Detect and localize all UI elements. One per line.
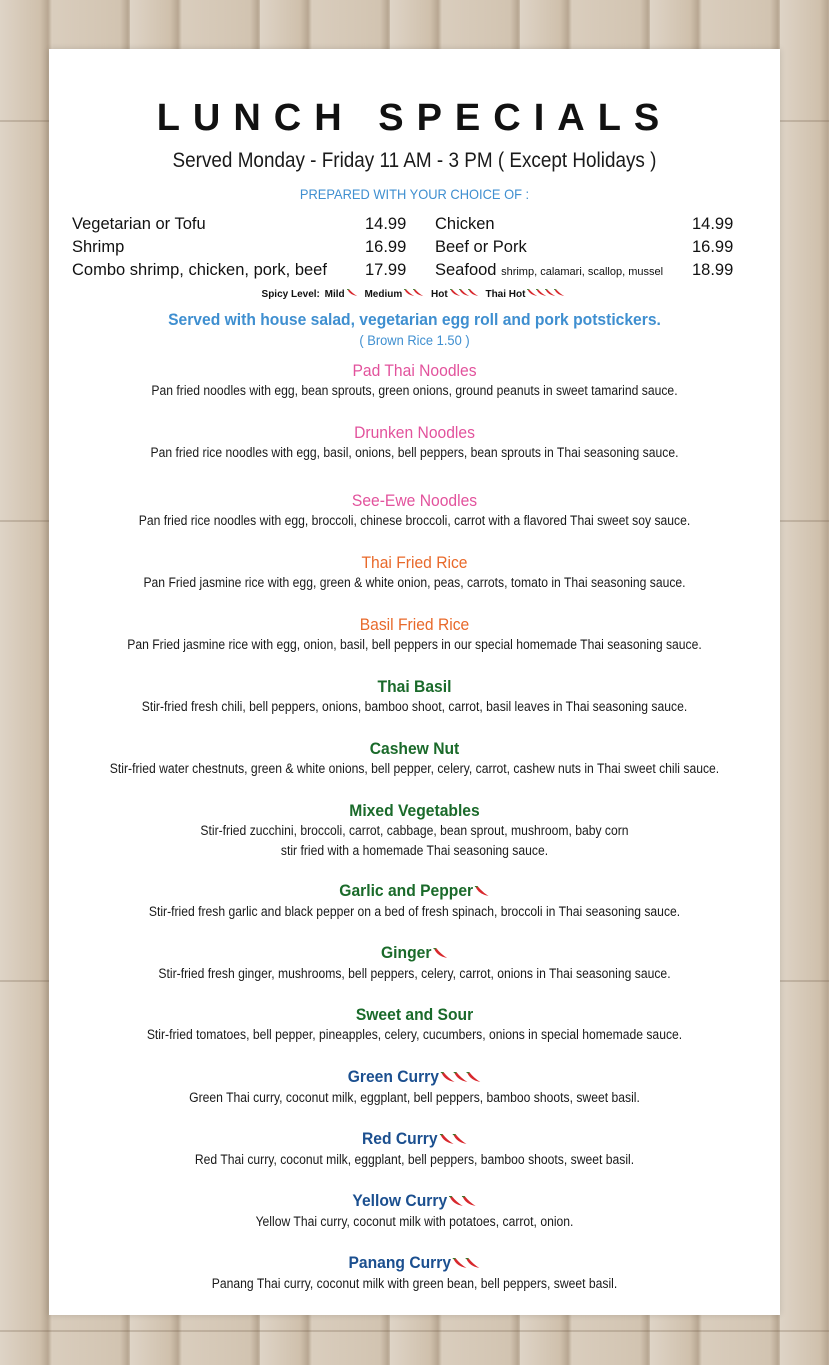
- protein-name-text: Chicken: [435, 215, 495, 233]
- menu-item-description: Pan fried rice noodles with egg, basil, onions, bell peppers, bean sprouts in Thai seasoning sauce.: [150, 445, 679, 460]
- protein-row: [49, 261, 780, 284]
- menu-item: [49, 361, 780, 401]
- chili-icon: [455, 1254, 481, 1274]
- menu-item-description: Stir-fried zucchini, broccoli, carrot, cabbage, bean sprout, mushroom, baby corn: [200, 823, 629, 838]
- menu-item: [49, 615, 780, 655]
- served-hours: Served Monday - Friday 11 AM - 3 PM ( Except Holidays ): [172, 149, 657, 172]
- menu-item-name-text: Yellow Curry: [352, 1191, 448, 1210]
- menu-item-name: [78, 615, 751, 635]
- menu-item-name-text: See-Ewe Noodles: [351, 491, 478, 510]
- menu-item-name: [78, 881, 751, 902]
- menu-item: [49, 1253, 780, 1294]
- menu-item-name-text: Green Curry: [347, 1067, 439, 1086]
- menu-item-description: Pan fried noodles with egg, bean sprouts, green onions, ground peanuts in sweet tamarind sauce.: [151, 383, 678, 398]
- menu-item-name-text: Panang Curry: [348, 1253, 452, 1272]
- menu-item-description: Stir-fried fresh ginger, mushrooms, bell peppers, celery, carrot, onions in Thai seasoning sauce.: [158, 965, 671, 981]
- menu-item-name: [78, 491, 751, 511]
- menu-item-name-text: Red Curry: [361, 1129, 438, 1148]
- spicy-level-legend: [49, 289, 780, 300]
- menu-item-name-text: Sweet and Sour: [355, 1005, 474, 1024]
- chili-icon: [529, 289, 565, 300]
- spicy-level-name: Mild: [324, 289, 345, 301]
- protein-price: 18.99: [692, 261, 734, 279]
- chili-icon: [406, 289, 424, 300]
- chili-icon: [441, 1130, 467, 1150]
- protein-name: [435, 261, 663, 280]
- spicy-level-label: Spicy Level:: [261, 289, 320, 301]
- side-note: Served with house salad, vegetarian egg roll and pork potstickers.: [168, 310, 661, 329]
- menu-item-description: stir fried with a homemade Thai seasoning sauce.: [280, 843, 549, 858]
- menu-item-name-text: Cashew Nut: [369, 739, 460, 758]
- chili-icon: [477, 882, 490, 902]
- menu-item-description: Pan Fried jasmine rice with egg, onion, basil, bell peppers in our special homemade Thai seasoning sauce.: [127, 637, 702, 652]
- chili-icon: [435, 944, 448, 964]
- spicy-level-hot: [431, 289, 479, 300]
- spicy-level-name: Medium: [364, 289, 403, 301]
- menu-item-name: [78, 423, 751, 443]
- menu-item-name-text: Garlic and Pepper: [339, 881, 474, 900]
- menu-item-name: [78, 1253, 751, 1274]
- spicy-level-thai-hot: [485, 289, 565, 300]
- menu-item: [49, 553, 780, 593]
- menu-item: [49, 739, 780, 779]
- menu-item-name-text: Mixed Vegetables: [349, 801, 480, 820]
- menu-item-name: [78, 1191, 751, 1212]
- menu-item-description: Yellow Thai curry, coconut milk with potatoes, carrot, onion.: [255, 1213, 574, 1229]
- spicy-level-name: Thai Hot: [485, 289, 526, 301]
- menu-item-name: [78, 943, 751, 964]
- protein-price: 16.99: [365, 238, 407, 256]
- menu-item-name-text: Basil Fried Rice: [359, 615, 470, 634]
- menu-item-description: Stir-fried water chestnuts, green & white onions, bell pepper, celery, carrot, cashew nuts in Thai sweet chili sauce.: [109, 761, 720, 776]
- chili-icon: [452, 289, 479, 300]
- protein-name: Combo shrimp, chicken, pork, beef: [72, 261, 327, 279]
- menu-item-name-text: Thai Basil: [377, 677, 452, 696]
- protein-row: [49, 238, 780, 261]
- menu-item: [49, 677, 780, 717]
- menu-item: [49, 1129, 780, 1170]
- protein-name: Shrimp: [72, 238, 125, 256]
- menu-item-description: Pan fried rice noodles with egg, broccoli, chinese broccoli, carrot with a flavored Thai sweet soy sauce.: [138, 513, 691, 528]
- menu-item-description: Green Thai curry, coconut milk, eggplant, bell peppers, bamboo shoots, sweet basil.: [189, 1089, 640, 1105]
- protein-name: [435, 215, 495, 234]
- menu-item-name-text: Thai Fried Rice: [361, 553, 468, 572]
- chili-icon: [451, 1192, 477, 1212]
- protein-name: Vegetarian or Tofu: [72, 215, 206, 233]
- menu-item-name: [78, 677, 751, 697]
- brown-rice-note: ( Brown Rice 1.50 ): [359, 332, 470, 348]
- protein-price: 14.99: [692, 215, 734, 233]
- protein-note: shrimp, calamari, scallop, mussel: [501, 266, 664, 278]
- menu-item: [49, 801, 780, 861]
- menu-item: [49, 943, 780, 984]
- menu-item-name-text: Drunken Noodles: [354, 423, 475, 442]
- menu-item-name: [78, 1005, 751, 1025]
- protein-name-text: Beef or Pork: [435, 238, 527, 256]
- protein-name-text: Seafood: [435, 261, 497, 279]
- menu-item-description: Stir-fried fresh garlic and black pepper on a bed of fresh spinach, broccoli in Thai seasoning sauce.: [148, 903, 681, 919]
- menu-item: [49, 1005, 780, 1045]
- spicy-level-mild: [325, 289, 358, 300]
- menu-item-name: [78, 739, 751, 759]
- menu-item-name: [78, 1129, 751, 1150]
- chili-icon: [349, 289, 358, 300]
- menu-item-description: Panang Thai curry, coconut milk with green bean, bell peppers, sweet basil.: [211, 1275, 618, 1291]
- choice-heading: PREPARED WITH YOUR CHOICE OF :: [299, 186, 530, 202]
- menu-item: [49, 1067, 780, 1108]
- protein-row: [49, 215, 780, 238]
- menu-item-name: [78, 361, 751, 381]
- menu-item-name: [78, 1067, 751, 1088]
- menu-item-name-text: Ginger: [381, 943, 432, 962]
- menu-item: [49, 423, 780, 463]
- menu-item: [49, 1191, 780, 1232]
- protein-price: 17.99: [365, 261, 407, 279]
- protein-name: [435, 238, 527, 257]
- menu-panel: [49, 49, 780, 1315]
- menu-item-description: Red Thai curry, coconut milk, eggplant, bell peppers, bamboo shoots, sweet basil.: [194, 1151, 635, 1167]
- spicy-level-name: Hot: [431, 289, 448, 301]
- menu-item-description: Stir-fried fresh chili, bell peppers, onions, bamboo shoot, carrot, basil leaves in Thai seasoning sauce.: [141, 699, 688, 714]
- menu-item: [49, 881, 780, 922]
- protein-price: 16.99: [692, 238, 734, 256]
- chili-icon: [443, 1068, 482, 1088]
- wood-grain: [0, 1330, 829, 1332]
- protein-price: 14.99: [365, 215, 407, 233]
- menu-item-description: Stir-fried tomatoes, bell pepper, pineapples, celery, cucumbers, onions in special homemade sauce.: [146, 1027, 683, 1042]
- menu-item-name: [78, 553, 751, 573]
- menu-item: [49, 491, 780, 531]
- menu-item-name-text: Pad Thai Noodles: [352, 361, 477, 380]
- menu-title: LUNCH SPECIALS: [156, 97, 673, 139]
- menu-item-name: [78, 801, 751, 821]
- menu-item-description: Pan Fried jasmine rice with egg, green & white onion, peas, carrots, tomato in Thai seasoning sauce.: [143, 575, 686, 590]
- spicy-level-medium: [364, 289, 424, 300]
